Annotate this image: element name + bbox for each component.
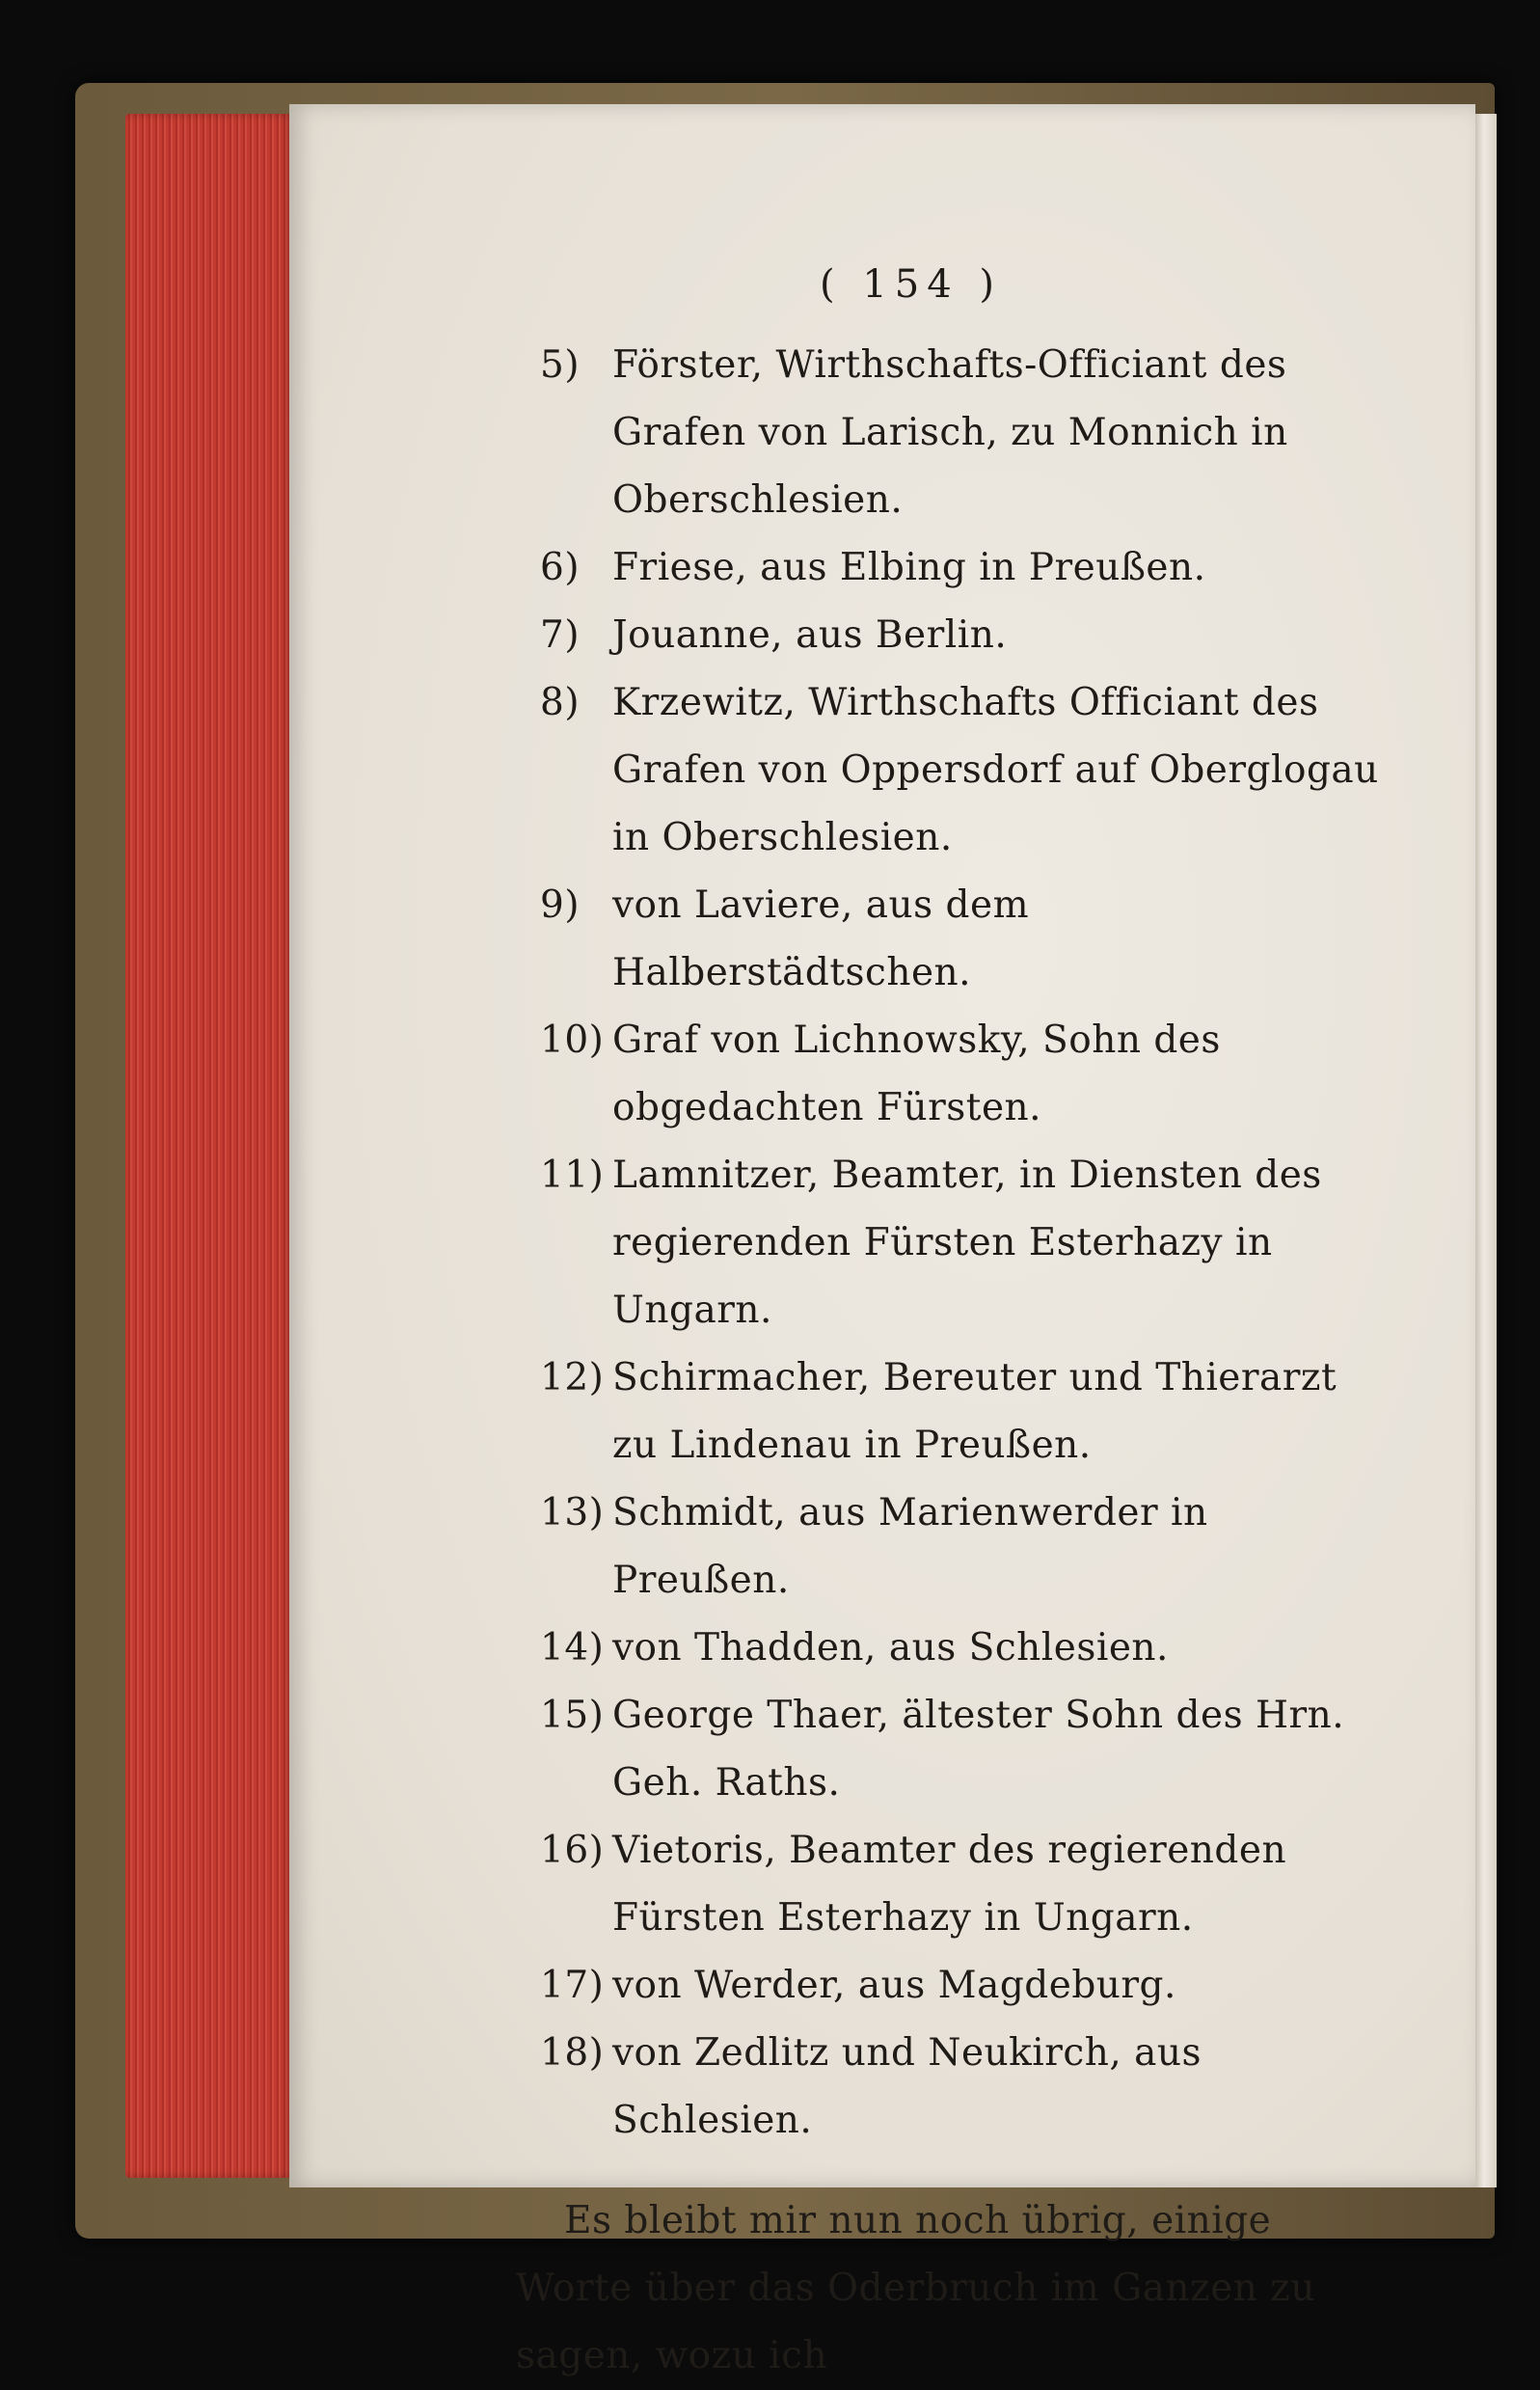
entry-number: 10) bbox=[540, 1018, 605, 1062]
list-item bbox=[540, 1007, 1389, 1142]
entry-number: 13) bbox=[540, 1491, 605, 1534]
entry-number: 16) bbox=[540, 1829, 605, 1872]
list-item bbox=[540, 669, 1389, 872]
entry-text: Friese, aus Elbing in Preußen. bbox=[612, 546, 1206, 589]
entry-text: von Werder, aus Magdeburg. bbox=[612, 1964, 1176, 2007]
entry-number: 12) bbox=[540, 1356, 605, 1399]
entry-text: Lamnitzer, Beamter, in Diensten des regierenden Fürsten Esterhazy in Ungarn. bbox=[612, 1154, 1322, 1332]
page-number: ( 154 ) bbox=[820, 262, 1002, 307]
entry-text: Schirmacher, Bereuter und Thierarzt zu Lindenau in Preußen. bbox=[612, 1356, 1337, 1467]
list-item bbox=[540, 1344, 1389, 1480]
entry-number: 17) bbox=[540, 1964, 605, 2007]
page-edges bbox=[125, 114, 294, 2178]
entry-text: Vietoris, Beamter des regierenden Fürsten Esterhazy in Ungarn. bbox=[612, 1829, 1287, 1940]
list-item bbox=[540, 872, 1389, 1007]
entry-number: 15) bbox=[540, 1694, 605, 1737]
entry-text: Graf von Lichnowsky, Sohn des obgedachten Fürsten. bbox=[612, 1018, 1221, 1129]
entry-number: 5) bbox=[540, 343, 581, 387]
list-item bbox=[540, 1480, 1389, 1615]
entry-number: 8) bbox=[540, 681, 581, 724]
entry-text: von Thadden, aus Schlesien. bbox=[612, 1626, 1169, 1670]
entry-text: Schmidt, aus Marienwerder in Preußen. bbox=[612, 1491, 1208, 1602]
entry-number: 11) bbox=[540, 1154, 605, 1197]
list-item bbox=[540, 1142, 1389, 1344]
list-item bbox=[540, 602, 1389, 669]
entry-number: 18) bbox=[540, 2031, 605, 2075]
entry-text: Jouanne, aus Berlin. bbox=[612, 613, 1008, 657]
list-item bbox=[540, 2020, 1389, 2155]
list-item bbox=[540, 1952, 1389, 2020]
entry-text: von Laviere, aus dem Halberstädtschen. bbox=[612, 883, 1030, 994]
entry-text: Krzewitz, Wirthschafts Officiant des Grafen von Oppersdorf auf Oberglogau in Oberschlesien. bbox=[612, 681, 1379, 859]
closing-paragraph: Es bleibt mir nun noch übrig, einige Worte über das Oderbruch im Ganzen zu sagen, wozu ich bbox=[516, 2199, 1315, 2377]
list-item bbox=[540, 1817, 1389, 1952]
facing-page-edge bbox=[1475, 114, 1497, 2187]
entry-number: 7) bbox=[540, 613, 581, 657]
entry-number: 9) bbox=[540, 883, 581, 927]
list-item bbox=[540, 534, 1389, 602]
list-item bbox=[540, 1682, 1389, 1817]
entry-text: Förster, Wirthschafts-Officiant des Grafen von Larisch, zu Monnich in Oberschlesien. bbox=[612, 343, 1288, 522]
entry-number: 14) bbox=[540, 1626, 605, 1670]
page-text bbox=[516, 253, 1389, 2390]
list-item bbox=[540, 1615, 1389, 1682]
entry-number: 6) bbox=[540, 546, 581, 589]
entry-text: von Zedlitz und Neukirch, aus Schlesien. bbox=[612, 2031, 1202, 2142]
list-item bbox=[540, 332, 1389, 534]
entry-text: George Thaer, ältester Sohn des Hrn. Geh. Raths. bbox=[612, 1694, 1345, 1805]
